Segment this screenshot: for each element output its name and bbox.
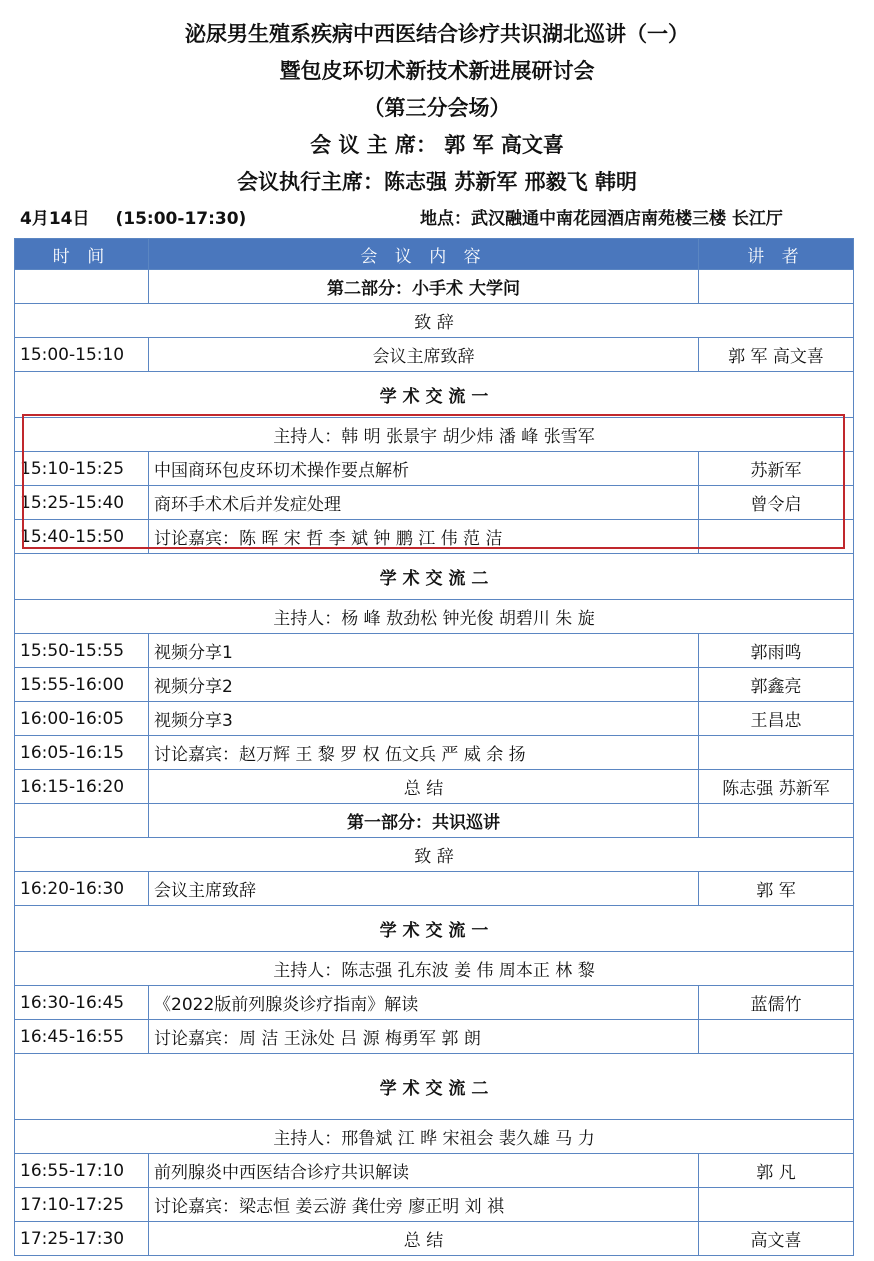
speaker-cell: 郭鑫亮 bbox=[699, 668, 854, 702]
content-cell: 会议主席致辞 bbox=[149, 338, 699, 372]
time-cell: 16:45-16:55 bbox=[15, 1020, 149, 1054]
table-row bbox=[15, 634, 854, 668]
speaker-cell bbox=[699, 1020, 854, 1054]
column-header-content: 会 议 内 容 bbox=[149, 239, 699, 270]
table-header-row bbox=[15, 239, 854, 270]
empty-cell bbox=[699, 270, 854, 304]
speaker-cell: 郭 军 bbox=[699, 872, 854, 906]
content-cell: 讨论嘉宾：陈 晖 宋 哲 李 斌 钟 鹏 江 伟 范 洁 bbox=[149, 520, 699, 554]
table-row bbox=[15, 600, 854, 634]
table-row bbox=[15, 452, 854, 486]
span-row-text: 主持人：杨 峰 敖劲松 钟光俊 胡碧川 朱 旋 bbox=[15, 600, 854, 634]
content-cell: 视频分享2 bbox=[149, 668, 699, 702]
table-row bbox=[15, 1222, 854, 1256]
content-cell: 视频分享3 bbox=[149, 702, 699, 736]
content-cell: 前列腺炎中西医结合诊疗共识解读 bbox=[149, 1154, 699, 1188]
content-cell: 商环手术术后并发症处理 bbox=[149, 486, 699, 520]
time-cell: 15:55-16:00 bbox=[15, 668, 149, 702]
table-row bbox=[15, 770, 854, 804]
speaker-cell bbox=[699, 1188, 854, 1222]
empty-cell bbox=[699, 804, 854, 838]
conference-title: 泌尿男生殖系疾病中西医结合诊疗共识湖北巡讲（一） bbox=[185, 22, 689, 46]
table-row bbox=[15, 418, 854, 452]
time-cell: 16:30-16:45 bbox=[15, 986, 149, 1020]
table-row bbox=[15, 338, 854, 372]
speaker-cell: 郭雨鸣 bbox=[699, 634, 854, 668]
meeting-time-range: (15:00-17:30) bbox=[115, 209, 247, 229]
table-row bbox=[15, 372, 854, 418]
span-row-text: 致 辞 bbox=[15, 304, 854, 338]
table-row bbox=[15, 804, 854, 838]
table-row bbox=[15, 906, 854, 952]
session-heading: 学 术 交 流 二 bbox=[15, 1054, 854, 1120]
time-cell: 15:40-15:50 bbox=[15, 520, 149, 554]
span-row-text: 主持人：邢鲁斌 江 晔 宋祖会 裴久雄 马 力 bbox=[15, 1120, 854, 1154]
empty-cell bbox=[15, 804, 149, 838]
time-cell: 16:55-17:10 bbox=[15, 1154, 149, 1188]
content-cell: 讨论嘉宾：赵万辉 王 黎 罗 权 伍文兵 严 威 余 扬 bbox=[149, 736, 699, 770]
table-row bbox=[15, 986, 854, 1020]
speaker-cell: 郭 军 高文喜 bbox=[699, 338, 854, 372]
table-row bbox=[15, 304, 854, 338]
table-row bbox=[15, 872, 854, 906]
time-cell: 15:10-15:25 bbox=[15, 452, 149, 486]
session-heading: 学 术 交 流 一 bbox=[15, 906, 854, 952]
table-row bbox=[15, 270, 854, 304]
content-cell: 《2022版前列腺炎诊疗指南》解读 bbox=[149, 986, 699, 1020]
content-cell: 讨论嘉宾：周 洁 王泳处 吕 源 梅勇军 郭 朗 bbox=[149, 1020, 699, 1054]
span-row-text: 主持人：陈志强 孔东波 姜 伟 周本正 林 黎 bbox=[15, 952, 854, 986]
table-row bbox=[15, 1188, 854, 1222]
time-cell: 15:25-15:40 bbox=[15, 486, 149, 520]
table-row bbox=[15, 668, 854, 702]
content-cell: 会议主席致辞 bbox=[149, 872, 699, 906]
speaker-cell bbox=[699, 520, 854, 554]
table-row bbox=[15, 702, 854, 736]
table-row bbox=[15, 736, 854, 770]
time-cell: 16:15-16:20 bbox=[15, 770, 149, 804]
session-heading: 学 术 交 流 一 bbox=[15, 372, 854, 418]
speaker-cell: 陈志强 苏新军 bbox=[699, 770, 854, 804]
time-cell: 15:50-15:55 bbox=[15, 634, 149, 668]
time-cell: 16:00-16:05 bbox=[15, 702, 149, 736]
table-row bbox=[15, 838, 854, 872]
speaker-cell: 苏新军 bbox=[699, 452, 854, 486]
section-title: 第一部分：共识巡讲 bbox=[149, 804, 699, 838]
span-row-text: 主持人：韩 明 张景宇 胡少炜 潘 峰 张雪军 bbox=[15, 418, 854, 452]
table-row bbox=[15, 520, 854, 554]
table-row bbox=[15, 554, 854, 600]
speaker-cell: 蓝儒竹 bbox=[699, 986, 854, 1020]
venue-subtitle: （第三分会场） bbox=[363, 96, 511, 120]
chairs-line: 会 议 主 席： 郭 军 高文喜 bbox=[310, 133, 564, 157]
time-cell: 15:00-15:10 bbox=[15, 338, 149, 372]
span-row-text: 致 辞 bbox=[15, 838, 854, 872]
empty-cell bbox=[15, 270, 149, 304]
meeting-location: 地点：武汉融通中南花园酒店南苑楼三楼 长江厅 bbox=[420, 209, 783, 229]
meeting-date: 4月14日 bbox=[20, 209, 90, 229]
speaker-cell: 王昌忠 bbox=[699, 702, 854, 736]
date-time-info bbox=[20, 206, 246, 232]
time-cell: 17:25-17:30 bbox=[15, 1222, 149, 1256]
conference-subtitle: 暨包皮环切术新技术新进展研讨会 bbox=[279, 59, 595, 83]
executive-chairs-line: 会议执行主席：陈志强 苏新军 邢毅飞 韩明 bbox=[237, 170, 637, 194]
column-header-time: 时 间 bbox=[15, 239, 149, 270]
speaker-cell: 高文喜 bbox=[699, 1222, 854, 1256]
column-header-speaker: 讲 者 bbox=[699, 239, 854, 270]
schedule-body bbox=[15, 270, 854, 1256]
speaker-cell bbox=[699, 736, 854, 770]
content-cell: 总 结 bbox=[149, 770, 699, 804]
section-title: 第二部分：小手术 大学问 bbox=[149, 270, 699, 304]
table-row bbox=[15, 1154, 854, 1188]
table-row bbox=[15, 486, 854, 520]
time-cell: 16:20-16:30 bbox=[15, 872, 149, 906]
table-row bbox=[15, 1054, 854, 1120]
speaker-cell: 郭 凡 bbox=[699, 1154, 854, 1188]
content-cell: 视频分享1 bbox=[149, 634, 699, 668]
table-row bbox=[15, 1120, 854, 1154]
content-cell: 讨论嘉宾：梁志恒 姜云游 龚仕旁 廖正明 刘 祺 bbox=[149, 1188, 699, 1222]
session-heading: 学 术 交 流 二 bbox=[15, 554, 854, 600]
table-row bbox=[15, 952, 854, 986]
content-cell: 总 结 bbox=[149, 1222, 699, 1256]
content-cell: 中国商环包皮环切术操作要点解析 bbox=[149, 452, 699, 486]
table-row bbox=[15, 1020, 854, 1054]
schedule-table bbox=[14, 238, 854, 1256]
time-cell: 16:05-16:15 bbox=[15, 736, 149, 770]
time-cell: 17:10-17:25 bbox=[15, 1188, 149, 1222]
speaker-cell: 曾令启 bbox=[699, 486, 854, 520]
